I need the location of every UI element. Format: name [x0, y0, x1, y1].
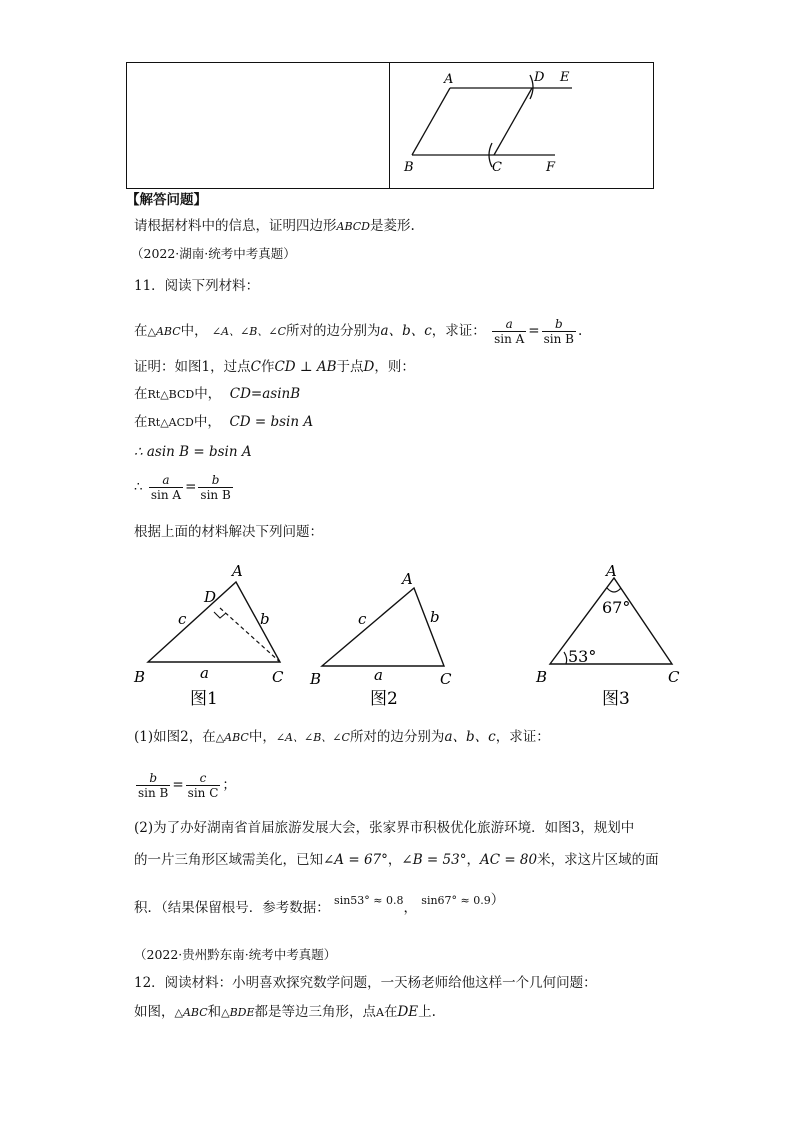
text: 作 — [260, 359, 275, 375]
text: 米，求这片区域的面 — [537, 852, 659, 868]
fraction — [136, 771, 170, 800]
numerator: b — [542, 317, 576, 332]
figure-2 — [306, 558, 466, 708]
text: 在 — [134, 386, 148, 402]
text: ， — [387, 852, 402, 868]
math-tri: Rt△BCD — [147, 388, 195, 401]
label-a: a — [200, 664, 209, 682]
text: 积．（结果保留根号．参考数据： — [134, 900, 330, 916]
text: ， — [403, 900, 417, 916]
q11-title: 11．阅读下列材料： — [134, 278, 260, 294]
math-tri: △ABC — [215, 731, 249, 744]
math-eq: CD=asinB — [229, 386, 301, 402]
text: 如图， — [134, 1004, 175, 1020]
proof-line-1 — [134, 384, 300, 405]
label-B: B — [310, 670, 322, 688]
label-C: C — [668, 668, 680, 686]
proof-line-2 — [134, 412, 313, 433]
label-C: C — [272, 668, 284, 686]
text: 都是等边三角形，点 — [254, 1004, 377, 1020]
denominator: sin A — [494, 332, 525, 346]
source-line-1: （2022·湖南·统考中考真题） — [131, 246, 296, 261]
equals: = — [172, 777, 184, 793]
denominator: sin B — [200, 488, 231, 502]
math-sin53: sin53° ≈ 0.8 — [334, 894, 404, 907]
text: 中， — [194, 386, 222, 402]
angle-A-label: 67° — [602, 598, 631, 617]
instruction-line: 根据上面的材料解决下列问题： — [134, 524, 323, 540]
text: 在 — [134, 323, 148, 339]
table-cell-figure — [390, 63, 654, 189]
part1-line — [134, 727, 550, 748]
fraction — [492, 317, 526, 346]
text: 请根据材料中的信息，证明四边形 — [134, 218, 337, 234]
q11-statement — [134, 316, 582, 347]
numerator: b — [136, 771, 170, 786]
label-C: C — [440, 670, 452, 688]
math-angle-b: ∠B = 53° — [401, 852, 467, 868]
math-sides: a、b、c — [444, 729, 496, 745]
fraction — [149, 473, 183, 502]
source-line-2: （2022·贵州黔东南·统考中考真题） — [134, 947, 337, 962]
text: 证明：如图1，过点 — [134, 359, 251, 375]
part2-line-1: (2)为了办好湖南省首届旅游发展大会，张家界市积极优化旅游环境．如图3，规划中 — [134, 820, 635, 836]
math-c: C — [250, 359, 261, 375]
text: ， — [466, 852, 480, 868]
caption-2: 图2 — [370, 689, 398, 708]
math-a: A — [376, 1006, 384, 1019]
denominator: sin C — [187, 786, 219, 800]
text: ，则： — [374, 359, 415, 375]
label-D: D — [534, 70, 545, 85]
math-sin67: sin67° ≈ 0.9 — [421, 894, 491, 907]
text: 所对的边分别为 — [286, 323, 381, 339]
label-A: A — [606, 562, 617, 580]
label-b: b — [430, 608, 440, 626]
label-c: c — [358, 610, 367, 628]
fraction — [198, 473, 232, 502]
proof-line-4 — [134, 470, 235, 504]
label-F: F — [546, 160, 556, 175]
part2-line-2 — [134, 850, 659, 870]
q12-title: 12．阅读材料：小明喜欢探究数学问题，一天杨老师给他这样一个几何问题： — [134, 975, 597, 991]
part1-equation — [134, 768, 236, 802]
text: 上. — [418, 1004, 436, 1020]
text: 于点 — [336, 359, 364, 375]
math-angles: ∠A、∠B、∠C — [211, 325, 287, 338]
text: 和 — [207, 1004, 222, 1020]
numerator: c — [186, 771, 221, 786]
text: 中， — [248, 729, 276, 745]
fraction — [186, 771, 221, 800]
figure-3 — [530, 558, 690, 708]
math-tri-bde: △BDE — [221, 1006, 255, 1019]
text: 在 — [134, 414, 148, 430]
proof-line-3: ∴ asin B = bsin A — [134, 444, 252, 460]
math-angles: ∠A、∠B、∠C — [275, 731, 350, 744]
text: . — [577, 323, 583, 339]
top-table — [126, 62, 654, 189]
numerator: b — [198, 473, 232, 488]
text: 是菱形. — [369, 218, 415, 234]
text: ） — [490, 892, 505, 908]
math-sides: a、b、c — [380, 323, 432, 339]
parallelogram-figure — [390, 63, 653, 184]
label-B: B — [134, 668, 146, 686]
text: 的一片三角形区域需美化，已知 — [134, 852, 323, 868]
math-d: D — [363, 359, 375, 375]
table-cell-empty — [127, 63, 390, 189]
text: 中， — [180, 323, 208, 339]
math-ac: AC = 80 — [479, 852, 538, 868]
denominator: sin B — [543, 332, 574, 346]
denominator: sin B — [138, 786, 169, 800]
caption-1: 图1 — [190, 689, 218, 708]
label-E: E — [560, 70, 570, 85]
math-abcd: ABCD — [336, 220, 370, 233]
text: ，求证： — [495, 729, 550, 745]
fraction — [542, 317, 576, 346]
label-C: C — [492, 160, 502, 175]
text: ，求证： — [431, 323, 486, 339]
label-D: D — [204, 588, 217, 606]
text: 所对的边分别为 — [349, 729, 445, 745]
math-tri-abc: △ABC — [174, 1006, 208, 1019]
label-a: a — [374, 666, 383, 684]
part2-line-3 — [134, 892, 505, 919]
equals: = — [528, 323, 540, 339]
text: ； — [222, 777, 236, 793]
proof-intro — [134, 357, 415, 377]
label-A: A — [232, 562, 243, 580]
text: 在 — [383, 1004, 398, 1020]
angle-B-label: 53° — [568, 647, 597, 666]
denominator: sin A — [150, 488, 182, 502]
therefore-symbol: ∴ — [134, 479, 143, 495]
math-perp: CD ⊥ AB — [274, 359, 337, 375]
caption-3: 图3 — [602, 689, 630, 708]
label-B: B — [536, 668, 548, 686]
label-A: A — [402, 570, 413, 588]
label-c: c — [178, 610, 187, 628]
label-b: b — [260, 610, 270, 628]
numerator: a — [149, 473, 183, 488]
text: 中， — [193, 414, 221, 430]
label-B: B — [404, 160, 414, 175]
math-tri: Rt△ACD — [147, 416, 194, 429]
numerator: a — [492, 317, 526, 332]
label-A: A — [444, 72, 454, 87]
figure-1 — [128, 558, 293, 708]
equals: = — [185, 479, 197, 495]
text: (1)如图2，在 — [134, 729, 216, 745]
math-angle-a: ∠A = 67° — [323, 852, 388, 868]
math-de: DE — [397, 1004, 419, 1020]
math-tri: △ABC — [147, 325, 181, 338]
prove-rhombus-line — [134, 216, 415, 237]
q12-line-2 — [134, 1002, 436, 1023]
section-heading: 【解答问题】 — [126, 192, 207, 208]
math-eq: CD = bsin A — [229, 414, 314, 430]
